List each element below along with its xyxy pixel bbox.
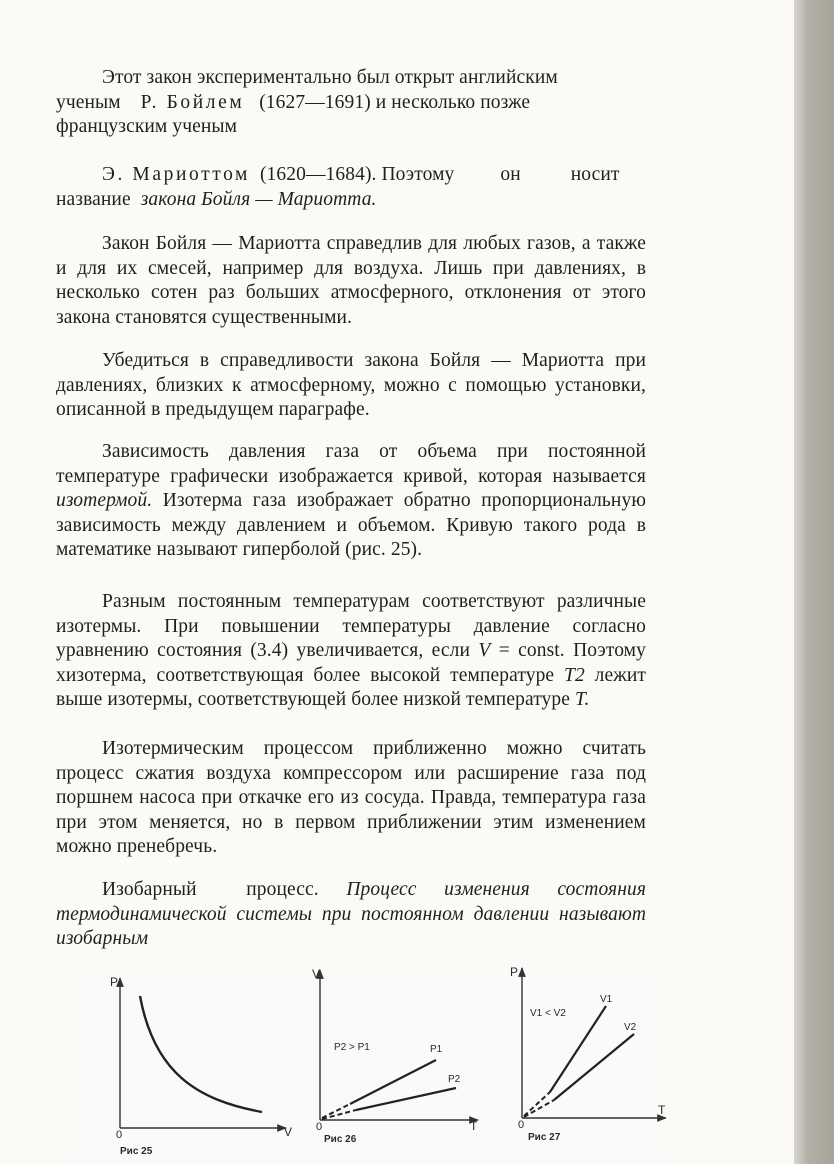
fig27-origin: 0	[518, 1119, 525, 1131]
fig27-relation: V1 < V2	[530, 1008, 566, 1019]
fig26-line-p1	[350, 1060, 436, 1104]
fig27-axis-x-label: T	[658, 1103, 666, 1117]
fig26-origin: 0	[316, 1121, 323, 1133]
fig26-line-p1-dashed	[322, 1104, 350, 1118]
fig26-axis-x-label: T	[470, 1119, 478, 1133]
paragraph-isotherm	[56, 440, 646, 563]
fig26-line-p2	[356, 1088, 456, 1110]
fig27-caption: Рис 27	[528, 1132, 561, 1143]
text-line: Этот закон экспериментально был открыт английским	[102, 67, 558, 88]
paragraph-isobaric	[56, 878, 646, 952]
name-mariotte: Э. Мариоттом	[102, 164, 250, 185]
text-fragment: он	[500, 164, 521, 185]
figure-26	[312, 967, 478, 1145]
figures-svg	[66, 962, 666, 1164]
fig25-isotherm-curve	[140, 996, 262, 1112]
isobaric-definition: Процесс изменения состояния термодинамической системы при постоянном давлении называют изобарным	[56, 879, 647, 949]
paragraph-text: Изотермическим процессом приближенно можно считать процесс сжатия воздуха компрессором или расширение газа под поршнем насоса при откачке его из сосуда. Правда, температура газа при этом меняется, но в первом приближении этим изменением можно пренебречь.	[56, 738, 646, 857]
fig25-axis-y-label: P	[110, 975, 119, 989]
symbol-t2: T2	[564, 664, 585, 686]
paragraph-boyle-discovery	[56, 66, 646, 140]
text-fragment: ученым	[56, 91, 121, 113]
symbol-t: T.	[575, 689, 590, 710]
figures-strip	[66, 962, 666, 1164]
text-fragment: носит	[570, 164, 620, 185]
figure-27	[510, 965, 666, 1143]
fig27-line2-label: V2	[624, 1022, 637, 1033]
paragraph-temperatures	[56, 590, 646, 713]
fig27-axis-y-label: P	[510, 965, 519, 979]
term-isobaric-process: Изобарный процесс.	[102, 879, 319, 900]
paragraph-text: = const. Поэтому хизотерма, соответствующая более высокой температуре	[56, 640, 646, 686]
text-fragment: название	[56, 188, 131, 210]
fig25-caption: Рис 25	[120, 1146, 153, 1157]
scanner-background-edge	[794, 0, 834, 1164]
paragraph-text: Изотерма газа изображает обратно пропорциональную зависимость между давлением и объемом. Кривую такого рода в математике называют гиперболой (рис. 25).	[56, 490, 646, 560]
term-isotherm: изотермой.	[56, 490, 153, 511]
paragraph-text: лежит выше изотермы, соответствующей более низкой температуре	[56, 664, 646, 710]
text-line: французским ученым	[56, 116, 238, 137]
paragraph-mariotte	[56, 163, 646, 212]
fig26-line1-label: P1	[430, 1044, 443, 1055]
paragraph-text: Закон Бойля — Мариотта справедлив для любых газов, а также и для их смесей, например для воздуха. Лишь при давлениях, в несколько сотен раз больших атмосферного, отклонения от этого закона становятся существенными.	[56, 233, 646, 328]
paragraph-text: Разным постоянным температурам соответствуют различные изотермы. При повышении температуры давление согласно уравнению состояния (3.4) увеличивается, если	[56, 591, 646, 661]
fig26-caption: Рис 26	[324, 1134, 357, 1145]
name-boyle: Р. Бойлем	[140, 91, 245, 113]
paragraph-law-validity	[56, 232, 646, 330]
fig26-axis-y-label: V	[312, 967, 321, 981]
fig26-line-p2-dashed	[322, 1110, 356, 1119]
fig25-origin: 0	[116, 1129, 123, 1141]
fig27-line1-label: V1	[600, 994, 613, 1005]
fig26-line2-label: P2	[448, 1074, 461, 1085]
text-fragment: (1620—1684). Поэтому	[259, 164, 455, 185]
fig26-relation: P2 > P1	[334, 1042, 370, 1053]
law-name: закона Бойля — Мариотта.	[140, 188, 377, 210]
fig25-axis-x-label: V	[284, 1125, 293, 1139]
paragraph-isothermal-process	[56, 737, 646, 860]
paragraph-text: Зависимость давления газа от объема при постоянной температуре графически изображается кривой, которая называется	[56, 441, 646, 487]
paragraph-verification	[56, 349, 646, 423]
figure-25	[110, 975, 292, 1157]
text-fragment: (1627—1691) и несколько позже	[259, 91, 531, 113]
paragraph-text: Убедиться в справедливости закона Бойля — Мариотта при давлениях, близких к атмосферному, можно с помощью установки, описанной в предыдущем параграфе.	[56, 350, 646, 420]
symbol-v: V	[478, 640, 491, 661]
